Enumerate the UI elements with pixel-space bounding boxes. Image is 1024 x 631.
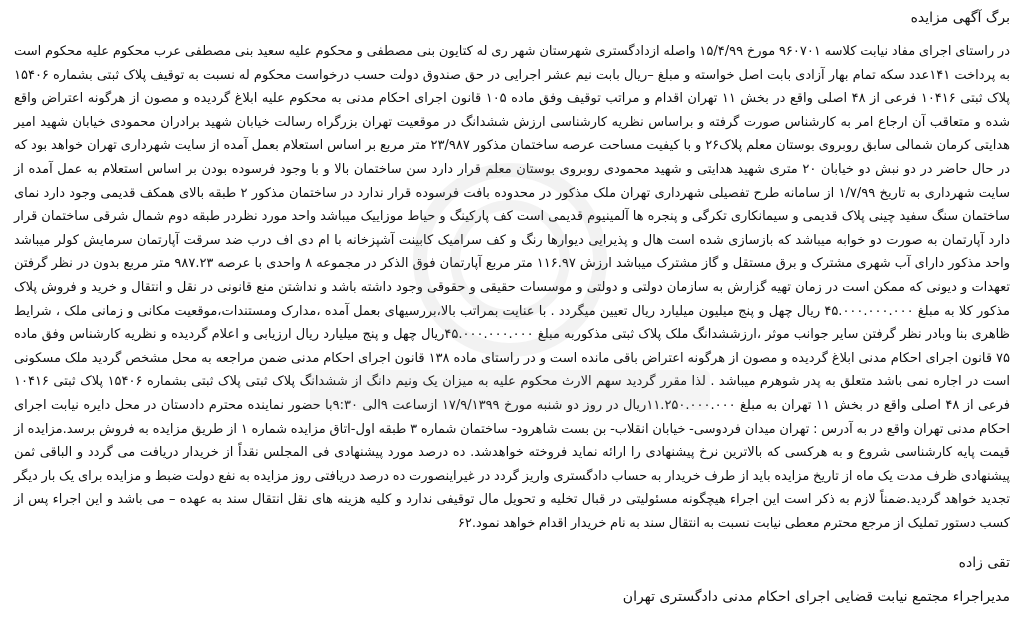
signatory-name: تقی زاده <box>958 555 1010 572</box>
notice-body: در راستای اجرای مفاد نیابت کلاسه ۹۶۰۷۰۱ مورخ ۱۵/۴/۹۹ واصله ازدادگستری شهرستان شهر ری له کتایون بنی مصطفی و محکوم علیه سعید بنی مصطفی عرب محکوم علیه محکوم است به پرداخت ۱۴۱عدد سکه تمام بهار آزادی بابت اصل خواسته و مبلغ –ریال بابت نیم عشر اجرایی در حق صندوق دولت حسب درخواست محکوم له نسبت به توقیف پلاک ثبتی بشماره ۱۵۴۰۶ پلاک ثبتی ۱۰۴۱۶ فرعی از ۴۸ اصلی واقع در بخش ۱۱ تهران اقدام و مراتب توقیف وفق ماده ۱۰۵ قانون اجرای احکام مدنی به محکوم علیه ابلاغ گردیده و مصون از هرگونه اعتراض واقع شده و متعاقب آن ارجاع امر به کارشناس صورت گرفته و براساس نظریه کارشناسی ارزش ششدانگ در موقعیت تهران بزرگراه رسالت خیابان شهید برادران محمودی خیابان شهید امیر هدایتی کرمان شمالی سابق روبروی بوستان معلم پلاک۲۶ و با کیفیت مساحت عرصه ساختمان مذکور ۲۳/۹۸۷ متر مربع بر اساس استعلام بعمل آمده از سایت شهرداری تهران خواهد بود که در حال حاضر در دو نبش دو خیابان ۲۰ متری شهید هدایتی و شهید محمودی روبروی بوستان معلم قرار دارد سن ساختمان بالا و با وجود فرسوده بودن بر اساس استعلام به عمل آمده از سایت شهرداری به تاریخ ۱/۷/۹۹ از سامانه طرح تفصیلی شهرداری تهران ملک مذکور در محدوده بافت فرسوده قرار ندارد در ساختمان مذکور ۲ طبقه بالای همکف قدیمی وجود دارد نمای ساختمان سنگ سفید چینی پلاک قدیمی و سیمانکاری تکرگی و پنجره ها آلمینیوم قدیمی است کف پارکینگ و حیاط موزاییک میباشد واحد مورد نظردر طبقه دوم شمال شرقی ساختمان قرار دارد آپارتمان به صورت دو خوابه میباشد که بازسازی شده است هال و پذیرایی دیوارها رنگ و کف سرامیک کابینت آشپزخانه با ام دی اف درب ضد سرقت آپارتمان سرمایش کولر میباشد واحد مذکور دارای آب شهری مشترک و برق مستقل و گاز مشترک میباشد ارزش ۱۱۶.۹۷ متر مربع آپارتمان فوق الذکر در مجموعه ۸ واحدی با عرصه ۹۸۷.۲۳ متر مربع بدون در نظر گرفتن تعهدات و دیونی که ممکن است در زمان تهیه گزارش به سازمان دولتی و دولتی و موسسات حقیقی و حقوقی وجود داشته باشد و نداشتن منع قانونی در نقل و انتقال و خرید و فروش پلاک مذکور کلا به مبلغ ۴۵.۰۰۰.۰۰۰.۰۰۰ ریال چهل و پنج میلیون میلیارد ریال تعیین میگردد . با عنایت بمراتب بالا،بررسیهای بعمل آمده ،مدارک ومستندات،موقعیت مکانی و زمانی ملک ، شرایط ظاهری بنا وبادر نظر گرفتن سایر جوانب موثر ،ارزششدانگ ملک پلاک ثبتی مذکوربه مبلغ ۴۵.۰۰۰.۰۰۰.۰۰۰ریال چهل و پنج میلیارد ریال ارزیابی و اعلام گردیده و نظریه کارشناس وفق ماده ۷۵ قانون اجرای احکام مدنی ابلاغ گردیده و مصون از هرگونه اعتراض باقی مانده است و در راستای ماده ۱۳۸ قانون اجرای احکام مدنی ضمن مراجعه به محل مشخص گردید ملک مسکونی است در اجاره نمی باشد متعلق به پدر شوهرم میباشد . لذا مقرر گردید سهم الارث محکوم علیه به میزان یک ونیم دانگ از ششدانگ پلاک ثبتی پلاک ثبتی بشماره ۱۵۴۰۶ پلاک ثبتی ۱۰۴۱۶ فرعی از ۴۸ اصلی واقع در بخش ۱۱ تهران به مبلغ ۱۱.۲۵۰.۰۰۰.۰۰۰ریال در روز دو شنبه مورخ ۱۷/۹/۱۳۹۹ ازساعت ۹الی ۹:۳۰با حضور نماینده محترم دادستان در محل دایره نیابت اجرای احکام مدنی تهران واقع در به آدرس : تهران میدان فردوسی- خیابان انقلاب- بن بست شاهرود- ساختمان شماره ۳ طبقه اول-اتاق مزایده شماره ۱ از طریق مزایده به فروش برسد.مزایده از قیمت پایه کارشناسی شروع و به هرکسی که بالاترین نرخ پیشنهادی را ارائه نماید فروخته خواهدشد. ده درصد مورد پیشنهادی فی المجلس نقداً از خریدار دریافت می گردد و الباقی ثمن پیشنهادی ظرف مدت یک ماه از تاریخ مزایده باید از طرف خریدار به حساب دادگستری واریز گردد در غیراینصورت ده درصد دریافتی روز مزایده به نفع دولت ضبط و مزایده برای یک بار دیگر تجدید خواهد گردید.ضمناً لازم به ذکر است این اجراء هیچگونه مسئولیتی در قبال تخلیه و تحویل مال توقیفی ندارد و کلیه هزینه های نقل انتقال سند به عهده – می باشد و این اجراء پس از کسب دستور تملیک از مرجع محترم معطی نیابت نسبت به انتقال سند به نام خریدار اقدام خواهد نمود.۶۲ <box>14 44 1011 531</box>
signatory-title: مدیراجراء مجتمع نیابت قضایی اجرای احکام مدنی دادگستری تهران <box>622 589 1010 606</box>
notice-heading: برگ آگهی مزایده <box>910 10 1010 26</box>
